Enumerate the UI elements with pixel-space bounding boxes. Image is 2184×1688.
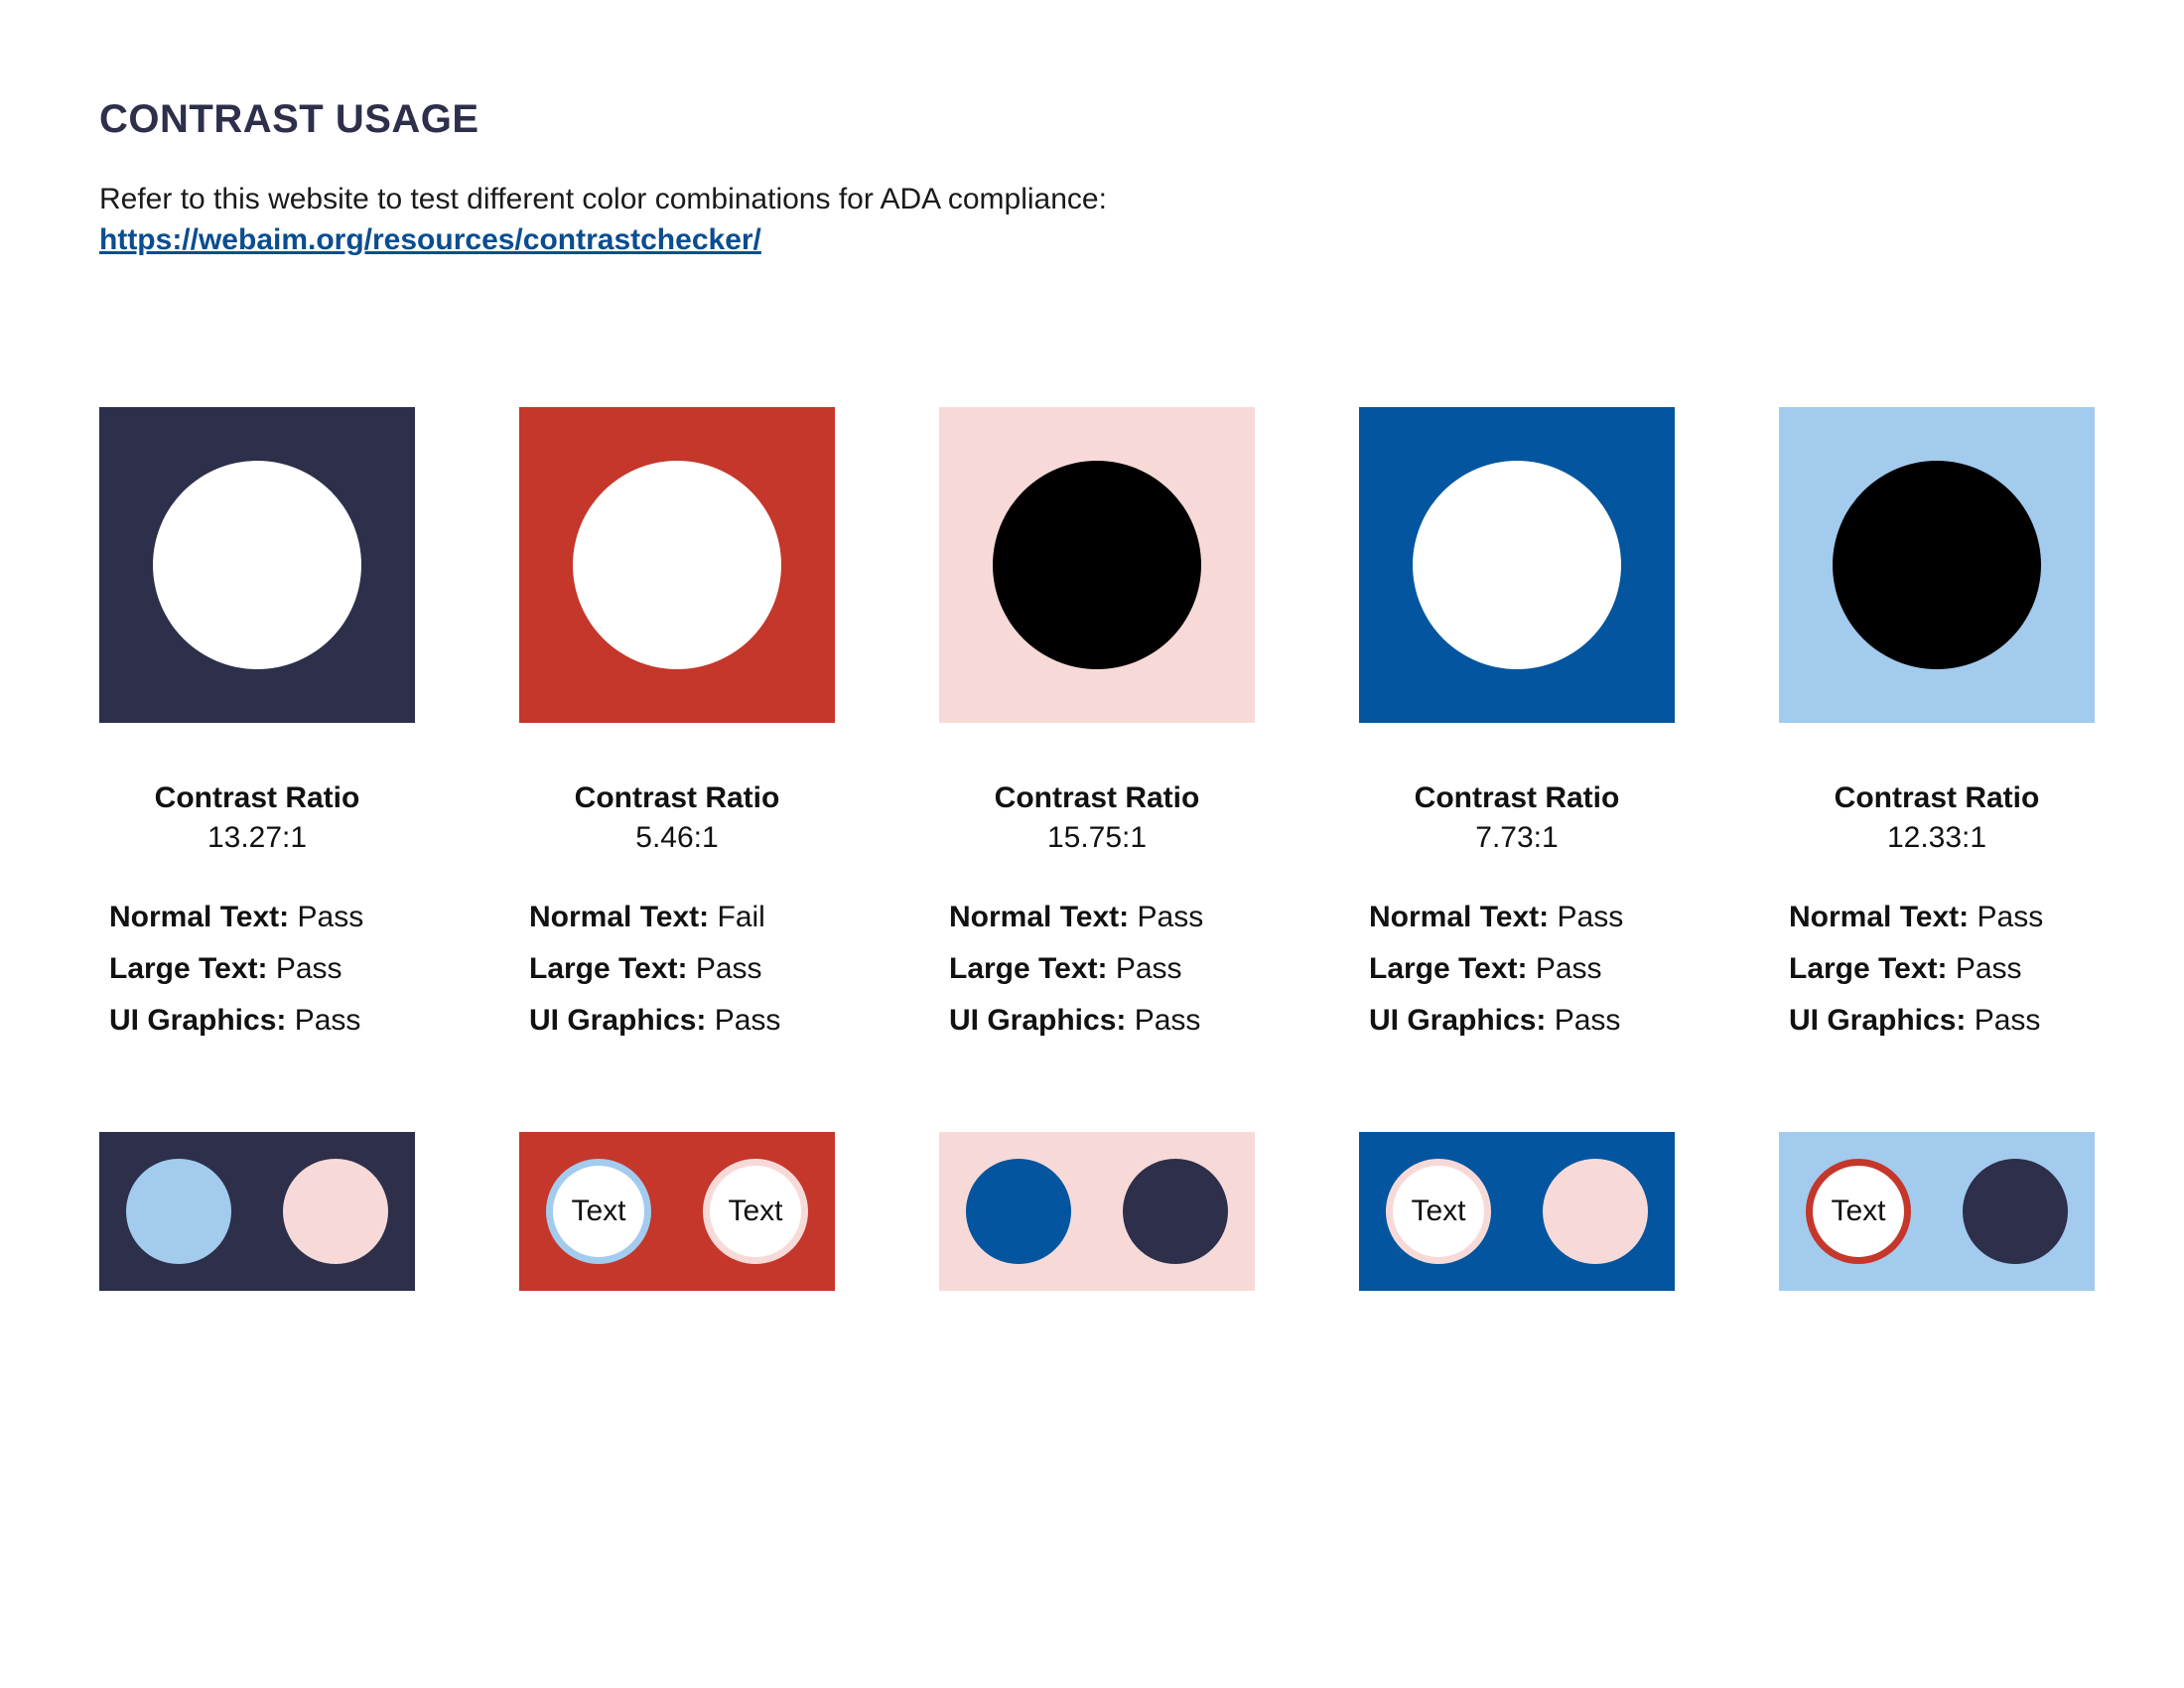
swatch-circle bbox=[1833, 461, 2041, 669]
large-text-label: Large Text: bbox=[1789, 952, 1948, 985]
ui-graphics-result bbox=[109, 995, 415, 1047]
contrast-ratio-block bbox=[99, 778, 415, 858]
large-text-status: Pass bbox=[1535, 952, 1602, 985]
ui-graphics-label: UI Graphics: bbox=[949, 1004, 1127, 1037]
large-text-status: Pass bbox=[275, 952, 342, 985]
ui-graphics-status: Pass bbox=[1974, 1004, 2041, 1037]
sample-dot bbox=[126, 1159, 231, 1264]
contrast-ratio-label: Contrast Ratio bbox=[994, 781, 1200, 814]
sample-strip-2 bbox=[519, 1132, 835, 1291]
normal-text-label: Normal Text: bbox=[109, 901, 290, 933]
compliance-results bbox=[939, 892, 1255, 1047]
sample-dot bbox=[1963, 1159, 2068, 1264]
large-text-result bbox=[109, 943, 415, 995]
ui-graphics-label: UI Graphics: bbox=[109, 1004, 287, 1037]
sample-strip-3 bbox=[939, 1132, 1255, 1291]
normal-text-result bbox=[109, 892, 415, 943]
compliance-results bbox=[1359, 892, 1675, 1047]
contrast-ratio-block bbox=[1779, 778, 2095, 858]
normal-text-result bbox=[949, 892, 1255, 943]
contrast-ratio-label: Contrast Ratio bbox=[574, 781, 780, 814]
large-text-result bbox=[1789, 943, 2095, 995]
color-swatch bbox=[1359, 407, 1675, 723]
large-text-result bbox=[529, 943, 835, 995]
color-swatch bbox=[519, 407, 835, 723]
ui-graphics-result bbox=[949, 995, 1255, 1047]
swatch-circle bbox=[573, 461, 781, 669]
normal-text-status: Pass bbox=[1557, 901, 1624, 933]
compliance-results bbox=[1779, 892, 2095, 1047]
color-swatch bbox=[939, 407, 1255, 723]
normal-text-result bbox=[1789, 892, 2095, 943]
sample-dot bbox=[966, 1159, 1071, 1264]
normal-text-status: Pass bbox=[297, 901, 364, 933]
color-swatch bbox=[1779, 407, 2095, 723]
normal-text-label: Normal Text: bbox=[949, 901, 1130, 933]
contrast-ratio-block bbox=[939, 778, 1255, 858]
sample-strip-1 bbox=[99, 1132, 415, 1291]
compliance-results bbox=[99, 892, 415, 1047]
large-text-result bbox=[1369, 943, 1675, 995]
ui-graphics-result bbox=[1369, 995, 1675, 1047]
sample-dot: Text bbox=[703, 1159, 808, 1264]
ui-graphics-label: UI Graphics: bbox=[1789, 1004, 1967, 1037]
contrast-column-4 bbox=[1359, 407, 1675, 1047]
ui-graphics-result bbox=[529, 995, 835, 1047]
swatch-circle bbox=[1413, 461, 1621, 669]
ui-graphics-status: Pass bbox=[714, 1004, 781, 1037]
normal-text-result bbox=[1369, 892, 1675, 943]
sample-dot bbox=[283, 1159, 388, 1264]
contrast-column-1 bbox=[99, 407, 415, 1047]
large-text-label: Large Text: bbox=[109, 952, 268, 985]
swatch-circle bbox=[993, 461, 1201, 669]
normal-text-label: Normal Text: bbox=[1789, 901, 1970, 933]
contrast-ratio-label: Contrast Ratio bbox=[1414, 781, 1620, 814]
contrast-ratio-label: Contrast Ratio bbox=[154, 781, 360, 814]
sample-dot bbox=[1543, 1159, 1648, 1264]
contrast-column-3 bbox=[939, 407, 1255, 1047]
large-text-result bbox=[949, 943, 1255, 995]
sample-strip-4 bbox=[1359, 1132, 1675, 1291]
ui-graphics-label: UI Graphics: bbox=[529, 1004, 707, 1037]
normal-text-status: Pass bbox=[1137, 901, 1204, 933]
contrast-ratio-value: 5.46:1 bbox=[635, 821, 719, 854]
sample-dot bbox=[1123, 1159, 1228, 1264]
normal-text-label: Normal Text: bbox=[1369, 901, 1550, 933]
large-text-label: Large Text: bbox=[949, 952, 1108, 985]
intro-copy: Refer to this website to test different color combinations for ADA compliance: bbox=[99, 183, 1107, 215]
ui-graphics-status: Pass bbox=[294, 1004, 361, 1037]
sample-dot: Text bbox=[1806, 1159, 1911, 1264]
sample-dot: Text bbox=[1386, 1159, 1491, 1264]
contrast-ratio-value: 15.75:1 bbox=[1046, 821, 1148, 854]
sample-dot: Text bbox=[546, 1159, 651, 1264]
contrast-ratio-value: 13.27:1 bbox=[206, 821, 308, 854]
ui-graphics-status: Pass bbox=[1134, 1004, 1201, 1037]
color-swatch bbox=[99, 407, 415, 723]
ui-graphics-label: UI Graphics: bbox=[1369, 1004, 1547, 1037]
normal-text-status: Pass bbox=[1977, 901, 2044, 933]
large-text-status: Pass bbox=[1115, 952, 1182, 985]
contrast-ratio-block bbox=[519, 778, 835, 858]
compliance-results bbox=[519, 892, 835, 1047]
swatch-circle bbox=[153, 461, 361, 669]
normal-text-status: Fail bbox=[717, 901, 765, 933]
ui-graphics-status: Pass bbox=[1554, 1004, 1621, 1037]
normal-text-result bbox=[529, 892, 835, 943]
intro-text bbox=[99, 179, 1191, 260]
contrast-column-5 bbox=[1779, 407, 2095, 1047]
contrast-ratio-value: 12.33:1 bbox=[1886, 821, 1987, 854]
contrast-column-2 bbox=[519, 407, 835, 1047]
normal-text-label: Normal Text: bbox=[529, 901, 710, 933]
large-text-label: Large Text: bbox=[529, 952, 688, 985]
sample-strip-5 bbox=[1779, 1132, 2095, 1291]
contrast-ratio-value: 7.73:1 bbox=[1475, 821, 1559, 854]
large-text-status: Pass bbox=[1955, 952, 2022, 985]
contrast-ratio-label: Contrast Ratio bbox=[1834, 781, 2040, 814]
ui-graphics-result bbox=[1789, 995, 2095, 1047]
large-text-label: Large Text: bbox=[1369, 952, 1528, 985]
contrast-ratio-block bbox=[1359, 778, 1675, 858]
large-text-status: Pass bbox=[695, 952, 762, 985]
contrast-checker-link[interactable]: https://webaim.org/resources/contrastchecker/ bbox=[99, 223, 761, 256]
page-title: CONTRAST USAGE bbox=[99, 97, 479, 141]
